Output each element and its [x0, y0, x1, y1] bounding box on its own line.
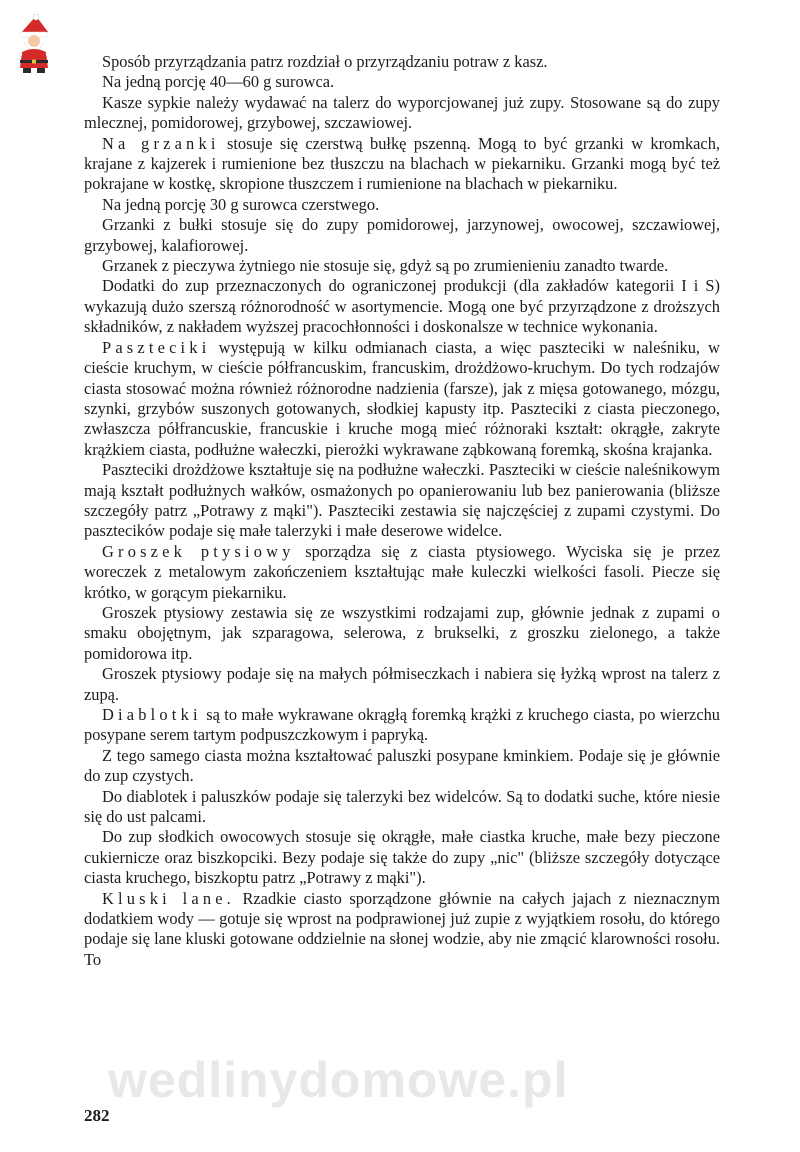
paragraph: Do zup słodkich owocowych stosuje się okrągłe, małe ciastka kruche, małe bezy pieczone cukiernicze oraz biszkopciki. Bezy podaje się także do zupy „nic" (bliższe szczegóły dotyczące ciasta kruchego, biszkoptu patrz „Potrawy z mąki").: [84, 827, 720, 888]
paragraph: Na jedną porcję 30 g surowca czerstwego.: [102, 194, 380, 214]
paragraph: Kasze sypkie należy wydawać na talerz do wyporcjowanej już zupy. Stosowane są do zupy mlecznej, pomidorowej, grzybowej, szczawiowej.: [84, 92, 720, 133]
paragraph: Paszteciki drożdżowe kształtuje się na podłużne wałeczki. Paszteciki w cieście naleśnikowym mają kształt podłużnych wałków, osmażonych po opanierowaniu lub bez panierowania (bliższe szczegóły patrz „Potrawy z mąki"). Paszteciki zestawia się najczęściej z zupami czystymi. Do pasztecików podaje się małe talerzyki i małe deserowe widelce.: [84, 460, 720, 541]
spaced-term: Groszek ptysiowy: [102, 541, 295, 561]
paragraph-text: Rzadkie ciasto sporządzone głównie na całych jajach z nieznacznym dodatkiem wody — gotuje się wprost na podprawionej już zupie z wyjątkiem rosołu, do którego podaje się lane kluski gotowane oddzielnie na słonej wodzie, aby nie zmącić klarowności rosołu. To: [84, 888, 720, 969]
paragraph: Grzanek z pieczywa żytniego nie stosuje się, gdyż są po zrumienieniu zanadto twarde.: [102, 256, 669, 276]
spaced-term: Na grzanki: [102, 133, 220, 153]
paragraph: Grzanki z bułki stosuje się do zupy pomidorowej, jarzynowej, owocowej, szczawiowej, grzybowej, kalafiorowej.: [84, 215, 720, 255]
paragraph: [84, 542, 720, 603]
santa-claus-logo: [12, 14, 56, 76]
paragraph-text: sporządza się z ciasta ptysiowego. Wyciska się je przez woreczek z metalowym zakończeniem kształtując małe kuleczki wielkości fasoli. Piecze się krótko, w gorącym piekarniku.: [84, 541, 720, 602]
spaced-term: Paszteciki: [102, 337, 211, 357]
paragraph: [84, 134, 720, 195]
paragraph-text: stosuje się czerstwą bułkę pszenną. Mogą to być grzanki w kromkach, krajane z kajzerek i rumienione bez tłuszczu na blachach w piekarniku. Grzanki mogą być też pokrajane w kostkę, skropione tłuszczem i rumienione na blachach w piekarniku.: [84, 133, 721, 194]
paragraph: Z tego samego ciasta można kształtować paluszki posypane kminkiem. Podaje się je głównie do zup czystych.: [84, 745, 720, 786]
paragraph: [84, 338, 720, 460]
watermark: wedlinydomowe.pl: [108, 1052, 569, 1108]
paragraph: Do diablotek i paluszków podaje się talerzyki bez widelców. Są to dodatki suche, które niesie się do ust palcami.: [84, 786, 720, 827]
spaced-term: Kluski lane.: [102, 888, 235, 908]
page-number: 282: [84, 1106, 110, 1125]
paragraph: Groszek ptysiowy podaje się na małych półmiseczkach i nabiera się łyżką wprost na talerz z zupą.: [84, 664, 720, 704]
paragraph: [84, 705, 720, 746]
spaced-term: Diablotki: [102, 705, 202, 724]
paragraph-text: występują w kilku odmianach ciasta, a więc paszteciki w naleśniku, w cieście kruchym, w cieście półfrancuskim, francuskim, drożdżowo-kruchym. Do tych rodzajów ciasta stosować można również różnorodne nadzienia (farsze), jak z mięsa gotowanego, mózgu, szynki, grzybów suszonych gotowanych, słodkiej kapusty itp. Paszteciki z ciasta pieczonego, zwłaszcza półfrancuskie, francuskie i kruche mogą mieć różnoraki kształt: okrągłe, zakryte krążkiem ciasta, podłużne wałeczki, pierożki wykrawane ząbkowaną foremką, skośna krajanka.: [84, 337, 720, 459]
paragraph: Groszek ptysiowy zestawia się ze wszystkimi rodzajami zup, głównie jednak z zupami o smaku obojętnym, jak szparagowa, selerowa, z brukselki, z groszku zielonego, a także pomidorowa itp.: [84, 602, 720, 663]
paragraph: [84, 889, 720, 971]
paragraph-text: są to małe wykrawane okrągłą foremką krążki z kruchego ciasta, po wierzchu posypane serem tartym podpuszczkowym i papryką.: [84, 705, 720, 745]
page-body-text: [84, 52, 720, 970]
paragraph: Na jedną porcję 40—60 g surowca.: [102, 72, 335, 92]
paragraph: Sposób przyrządzania patrz rozdział o przyrządzaniu potraw z kasz.: [102, 52, 548, 71]
paragraph: Dodatki do zup przeznaczonych do ograniczonej produkcji (dla zakładów kategorii I i S) wykazują dużo szerszą różnorodność w asortymencie. Mogą one być przyrządzone z droższych składników, z nakładem wyższej pracochłonności i doskonalsze w technice wykonania.: [84, 276, 720, 337]
